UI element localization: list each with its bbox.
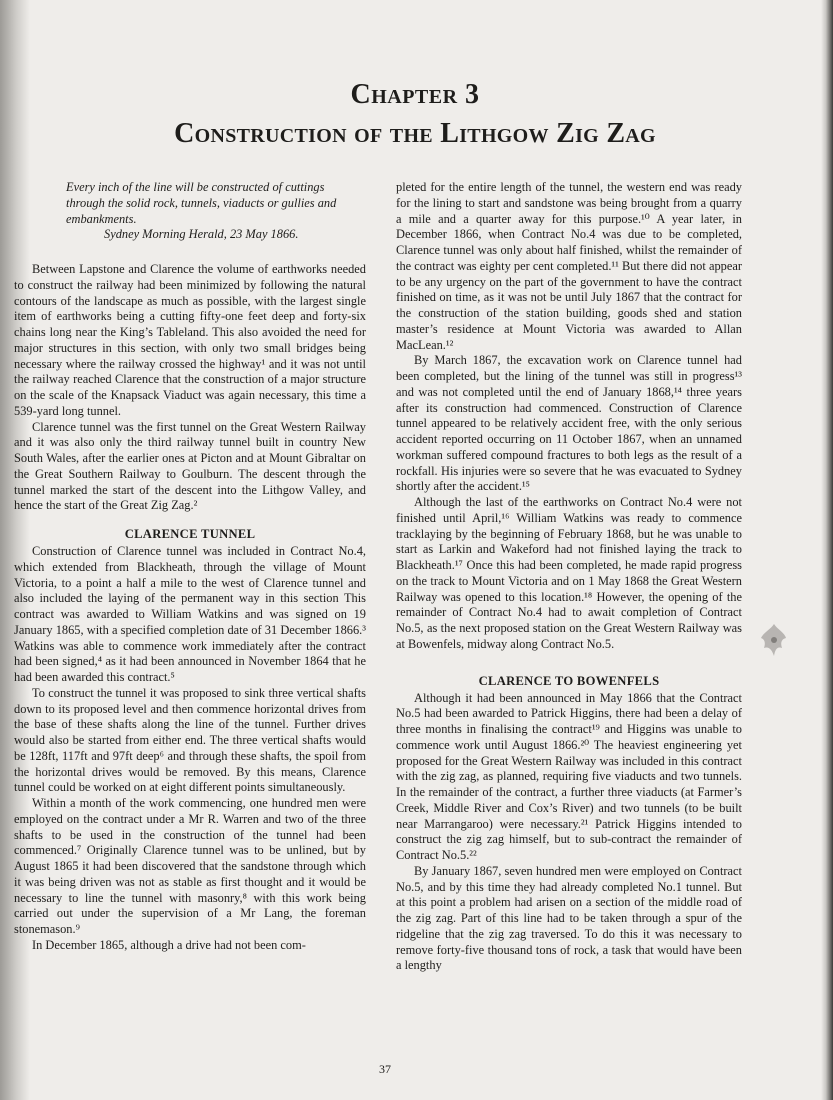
left-column — [14, 180, 366, 954]
paragraph: Although the last of the earthworks on Contract No.4 were not finished until April,¹⁶ William Watkins was ready to commence tracklaying by the beginning of February 1868, but he was unable to start as Larkin and Wakeford had not finished laying the track to Blackheath.¹⁷ Once this had been completed, he made rapid progress on the track to Mount Victoria and on 1 May 1868 the Great Western Railway was opened to this location.¹⁸ However, the opening of the remainder of Contract No.4 had to await completion of Contract No.5, as the next proposed station on the Great Western Railway was at Bowenfels, midway along Contract No.5. — [396, 495, 742, 651]
paragraph: Clarence tunnel was the first tunnel on the Great Western Railway and it was also only the third railway tunnel built in country New South Wales, after the earlier ones at Picton and at Mount Gibraltar on the Great Southern Railway to Goulburn. The descent through the tunnel marked the start of the descent into the Lithgow Valley, and hence the start of the Great Zig Zag.² — [14, 419, 366, 513]
paragraph: Although it had been announced in May 1866 that the Contract No.5 had been awarded to Patrick Higgins, there had been a delay of three months in finalising the contract¹⁹ and Higgins was unable to commence work until August 1866.²⁰ The heaviest engineering yet proposed for the Great Western Railway was included in this contract with the zig zag, as planned, requiring five viaducts and two tunnels. In the remainder of the contract, a further three viaducts (at Farmer’s Creek, Middle River and Cox’s River) and two tunnels (to be built near Marrangaroo) were necessary.²¹ Patrick Higgins intended to construct the zig zag himself, but to sub-contract the remainder of Contract No.5.²² — [396, 690, 742, 862]
epigraph-source: Sydney Morning Herald, 23 May 1866. — [104, 227, 299, 242]
chapter-header — [40, 78, 790, 152]
paragraph: pleted for the entire length of the tunnel, the western end was ready for the lining to start and sandstone was being brought from a quarry a mile and a quarter away for this purpose.¹⁰ A year later, in December 1866, when Contract No.4 was due to be completed, Clarence tunnel was only about half finished, whilst the remainder of the contract was eighty per cent completed.¹¹ But there did not appear to be any urgency on the part of the government to have the contract finished on time, as it was not be until July 1867 that the contract for the construction of the station building, goods shed and station master’s residence at Mount Victoria was awarded to Allan MacLean.¹² — [396, 180, 742, 352]
section-heading-clarence-to-bowenfels: CLARENCE TO BOWENFELS — [478, 673, 660, 688]
right-column — [396, 180, 742, 974]
paragraph: Between Lapstone and Clarence the volume of earthworks needed to construct the railway had been minimized by following the natural contours of the landscape as much as possible, with the largest single item of earthworks being a cutting fifty-one feet deep and forty-six chains long near the King’s Tableland. This also avoided the need for major structures in this section, with only two small bridges being necessary where the railway crossed the highway¹ and it was not until the railway reached Clarence that the construction of a major structure on the scale of the Knapsack Viaduct was again necessary, this time a 539-yard long tunnel. — [14, 262, 366, 418]
paragraph: Within a month of the work commencing, one hundred men were employed on the contract under a Mr R. Warren and two of the three shafts to be used in the construction of the tunnel had been commenced.⁷ Originally Clarence tunnel was to be unlined, but by August 1865 it had been discovered that the sandstone through which it was being driven was not as stable as first thought and it would be necessary to line the tunnel with masonry,⁸ with this work being carried out under the supervision of a Mr Lang, the foreman stonemason.⁹ — [14, 796, 366, 937]
chapter-number: Chapter 3 — [350, 79, 480, 110]
section-heading-clarence-tunnel: CLARENCE TUNNEL — [124, 527, 256, 542]
paragraph: To construct the tunnel it was proposed to sink three vertical shafts down to its proposed level and then commence horizontal drives from the base of these shafts along the line of the tunnel. Further drives would also be started from either end. The three vertical shafts would be 128ft, 117ft and 97ft deep⁶ and through these shafts, the spoil from the horizontal drives would be removed. By this means, Clarence tunnel could be worked on at eight different points simultaneously. — [14, 685, 366, 795]
chapter-title: Construction of the Lithgow Zig Zag — [174, 118, 656, 149]
epigraph-text: Every inch of the line will be constructed of cuttings through the solid rock, tunnels, viaducts or gullies and embankments. — [66, 180, 337, 226]
page-edge-shadow — [821, 0, 833, 1100]
paragraph: By January 1867, seven hundred men were employed on Contract No.5, and by this time they had already completed No.1 tunnel. But at this point a problem had arisen on a section of the middle road of the zig zag. Part of this line had to be taken through a spur of the ridgeline that the zig zag traversed. To do this it was necessary to remove forty-five thousand tons of rock, a task that would have been a lengthy — [396, 863, 742, 973]
margin-ornament-icon — [760, 622, 788, 658]
epigraph — [66, 180, 352, 243]
paragraph: In December 1865, although a drive had not been com- — [32, 937, 306, 952]
page-number: 37 — [379, 1062, 391, 1076]
paragraph: Construction of Clarence tunnel was included in Contract No.4, which extended from Blackheath, through the village of Mount Victoria, to a point a half a mile to the west of Clarence tunnel and also included the laying of the permanent way in this section This contract was awarded to William Watkins and was signed on 19 January 1865, with a specified completion date of 31 December 1866.³ Watkins was able to commence work immediately after the contract had been signed,⁴ as it had been announced in November 1864 that he had been awarded this contract.⁵ — [14, 544, 366, 685]
paragraph: By March 1867, the excavation work on Clarence tunnel had been completed, but the lining of the tunnel was still in progress¹³ and was not completed until the end of January 1868,¹⁴ three years after its construction had commenced. Construction of Clarence tunnel appeared to be relatively accident free, with the only serious accident reported occurring on 11 October 1867, when an unnamed workman suffered compound fractures to both legs as the result of a rockfall. His injuries were so severe that he was evacuated to Sydney shortly after the accident.¹⁵ — [396, 353, 742, 494]
